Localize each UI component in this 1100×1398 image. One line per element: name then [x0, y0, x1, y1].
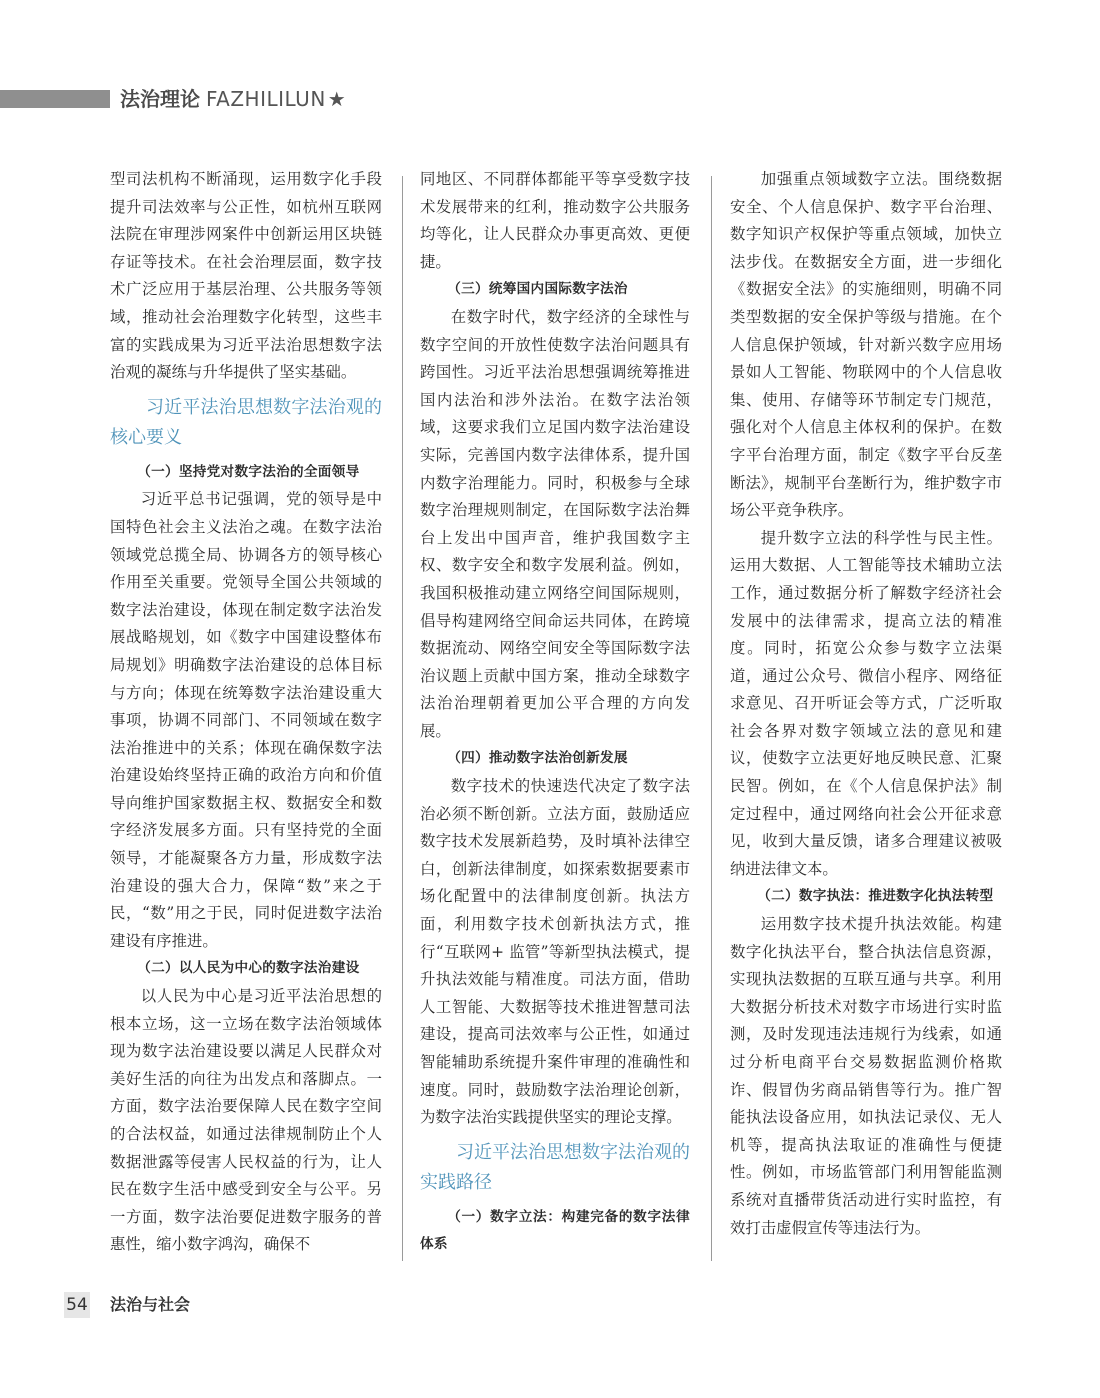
- column-3: [730, 166, 1002, 1242]
- paragraph: 加强重点领域数字立法。围绕数据安全、个人信息保护、数字平台治理、数字知识产权保护等重点领域，加快立法步伐。在数据安全方面，进一步细化《数据安全法》的实施细则，明确不同类型数据的安全保护等级与措施。在个人信息保护领域，针对新兴数字应用场景如人工智能、物联网中的个人信息收集、使用、存储等环节制定专门规范，强化对个人信息主体权利的保护。在数字平台治理方面，制定《数字平台反垄断法》，规制平台垄断行为，维护数字市场公平竞争秩序。: [730, 170, 1002, 520]
- paragraph: 同地区、不同群体都能平等享受数字技术发展带来的红利，推动数字公共服务均等化，让人民群众办事更高效、更便捷。: [420, 170, 690, 271]
- journal-name: 法治与社会: [110, 1295, 191, 1314]
- paragraph: 以人民为中心是习近平法治思想的根本立场，这一立场在数字法治领域体现为数字法治建设要以满足人民群众对美好生活的向往为出发点和落脚点。一方面，数字法治要保障人民在数字空间的合法权益，如通过法律规制防止个人数据泄露等侵害人民权益的行为，让人民在数字生活中感受到安全与公平。另一方面，数字法治要促进数字服务的普惠性，缩小数字鸿沟，确保不: [110, 987, 382, 1254]
- paragraph: 数字技术的快速迭代决定了数字法治必须不断创新。立法方面，鼓励适应数字技术发展新趋势，及时填补法律空白，创新法律制度，如探索数据要素市场化配置中的法律制度创新。执法方面，利用数字技术创新执法方式，推行“互联网+ 监管”等新型执法模式，提升执法效能与精准度。司法方面，借助人工智能、大数据等技术推进智慧司法建设，提高司法效率与公正性，如通过智能辅助系统提升案件审理的准确性和速度。同时，鼓励数字法治理论创新，为数字法治实践提供坚实的理论支撑。: [420, 777, 690, 1127]
- subheading: （三）统筹国内国际数字法治: [447, 281, 628, 298]
- section-header: [120, 86, 346, 112]
- column-divider: [402, 176, 403, 1261]
- paragraph: 提升数字立法的科学性与民主性。运用大数据、人工智能等技术辅助立法工作，通过数据分析了解数字经济社会发展中的法律需求，提高立法的精准度。同时，拓宽公众参与数字立法渠道，通过公众号、微信小程序、网络征求意见、召开听证会等方式，广泛听取社会各界对数字领域立法的意见和建议，使数字立法更好地反映民意、汇聚民智。例如，在《个人信息保护法》制定过程中，通过网络向社会公开征求意见，收到大量反馈，诸多合理建议被吸纳进法律文本。: [730, 528, 1002, 878]
- column-2: [420, 166, 690, 1259]
- paragraph: 运用数字技术提升执法效能。构建数字化执法平台，整合执法信息资源，实现执法数据的互联互通与共享。利用大数据分析技术对数字市场进行实时监测，及时发现违法违规行为线索，如通过分析电商平台交易数据监测价格欺诈、假冒伪劣商品销售等行为。推广智能执法设备应用，如执法记录仪、无人机等，提高执法取证的准确性与便捷性。例如，市场监管部门利用智能监测系统对直播带货活动进行实时监控，有效打击虚假宣传等违法行为。: [730, 915, 1002, 1237]
- paragraph: 习近平总书记强调，党的领导是中国特色社会主义法治之魂。在数字法治领域党总揽全局、协调各方的领导核心作用至关重要。党领导全国公共领域的数字法治建设，体现在制定数字法治发展战略规划，如《数字中国建设整体布局规划》明确数字法治建设的总体目标与方向；体现在统筹数字法治建设重大事项，协调不同部门、不同领域在数字法治推进中的关系；体现在确保数字法治建设始终坚持正确的政治方向和价值导向维护国家数据主权、数据安全和数字经济发展多方面。只有坚持党的全面领导，才能凝聚各方力量，形成数字法治建设的强大合力，保障“数”来之于民，“数”用之于民，同时促进数字法治建设有序推进。: [110, 490, 382, 950]
- page-number: 54: [64, 1292, 90, 1318]
- paragraph: 型司法机构不断涌现，运用数字化手段提升司法效率与公正性，如杭州互联网法院在审理涉网案件中创新运用区块链存证等技术。在社会治理层面，数字技术广泛应用于基层治理、公共服务等领域，推动社会治理数字化转型，这些丰富的实践成果为习近平法治思想数字法治观的凝练与升华提供了坚实基础。: [110, 170, 382, 382]
- subheading: （二）数字执法：推进数字化执法转型: [757, 888, 994, 905]
- subheading: （一）数字立法：构建完备的数字法律体系: [420, 1208, 690, 1253]
- section-heading: 习近平法治思想数字法治观的实践路径: [420, 1141, 690, 1193]
- paragraph: 在数字时代，数字经济的全球性与数字空间的开放性使数字法治问题具有跨国性。习近平法治思想强调统筹推进国内法治和涉外法治。在数字法治领域，这要求我们立足国内数字法治建设实际，完善国内数字法律体系，提升国内数字治理能力。同时，积极参与全球数字治理规则制定，在国际数字法治舞台上发出中国声音，维护我国数字主权、数字安全和数字发展利益。例如，我国积极推动建立网络空间国际规则，倡导构建网络空间命运共同体，在跨境数据流动、网络空间安全等国际数字法治议题上贡献中国方案，推动全球数字法治治理朝着更加公平合理的方向发展。: [420, 307, 690, 740]
- column-1: [110, 166, 382, 1259]
- star-icon: ★: [327, 87, 346, 111]
- header-bar: [0, 90, 110, 108]
- column-divider: [711, 176, 712, 1261]
- section-header-en: FAZHILILUN: [206, 87, 326, 111]
- subheading: （二）以人民为中心的数字法治建设: [137, 960, 360, 977]
- subheading: （四）推动数字法治创新发展: [447, 750, 628, 767]
- section-heading: 习近平法治思想数字法治观的核心要义: [110, 396, 382, 448]
- subheading: （一）坚持党对数字法治的全面领导: [137, 463, 360, 480]
- section-header-cn: 法治理论: [120, 87, 200, 111]
